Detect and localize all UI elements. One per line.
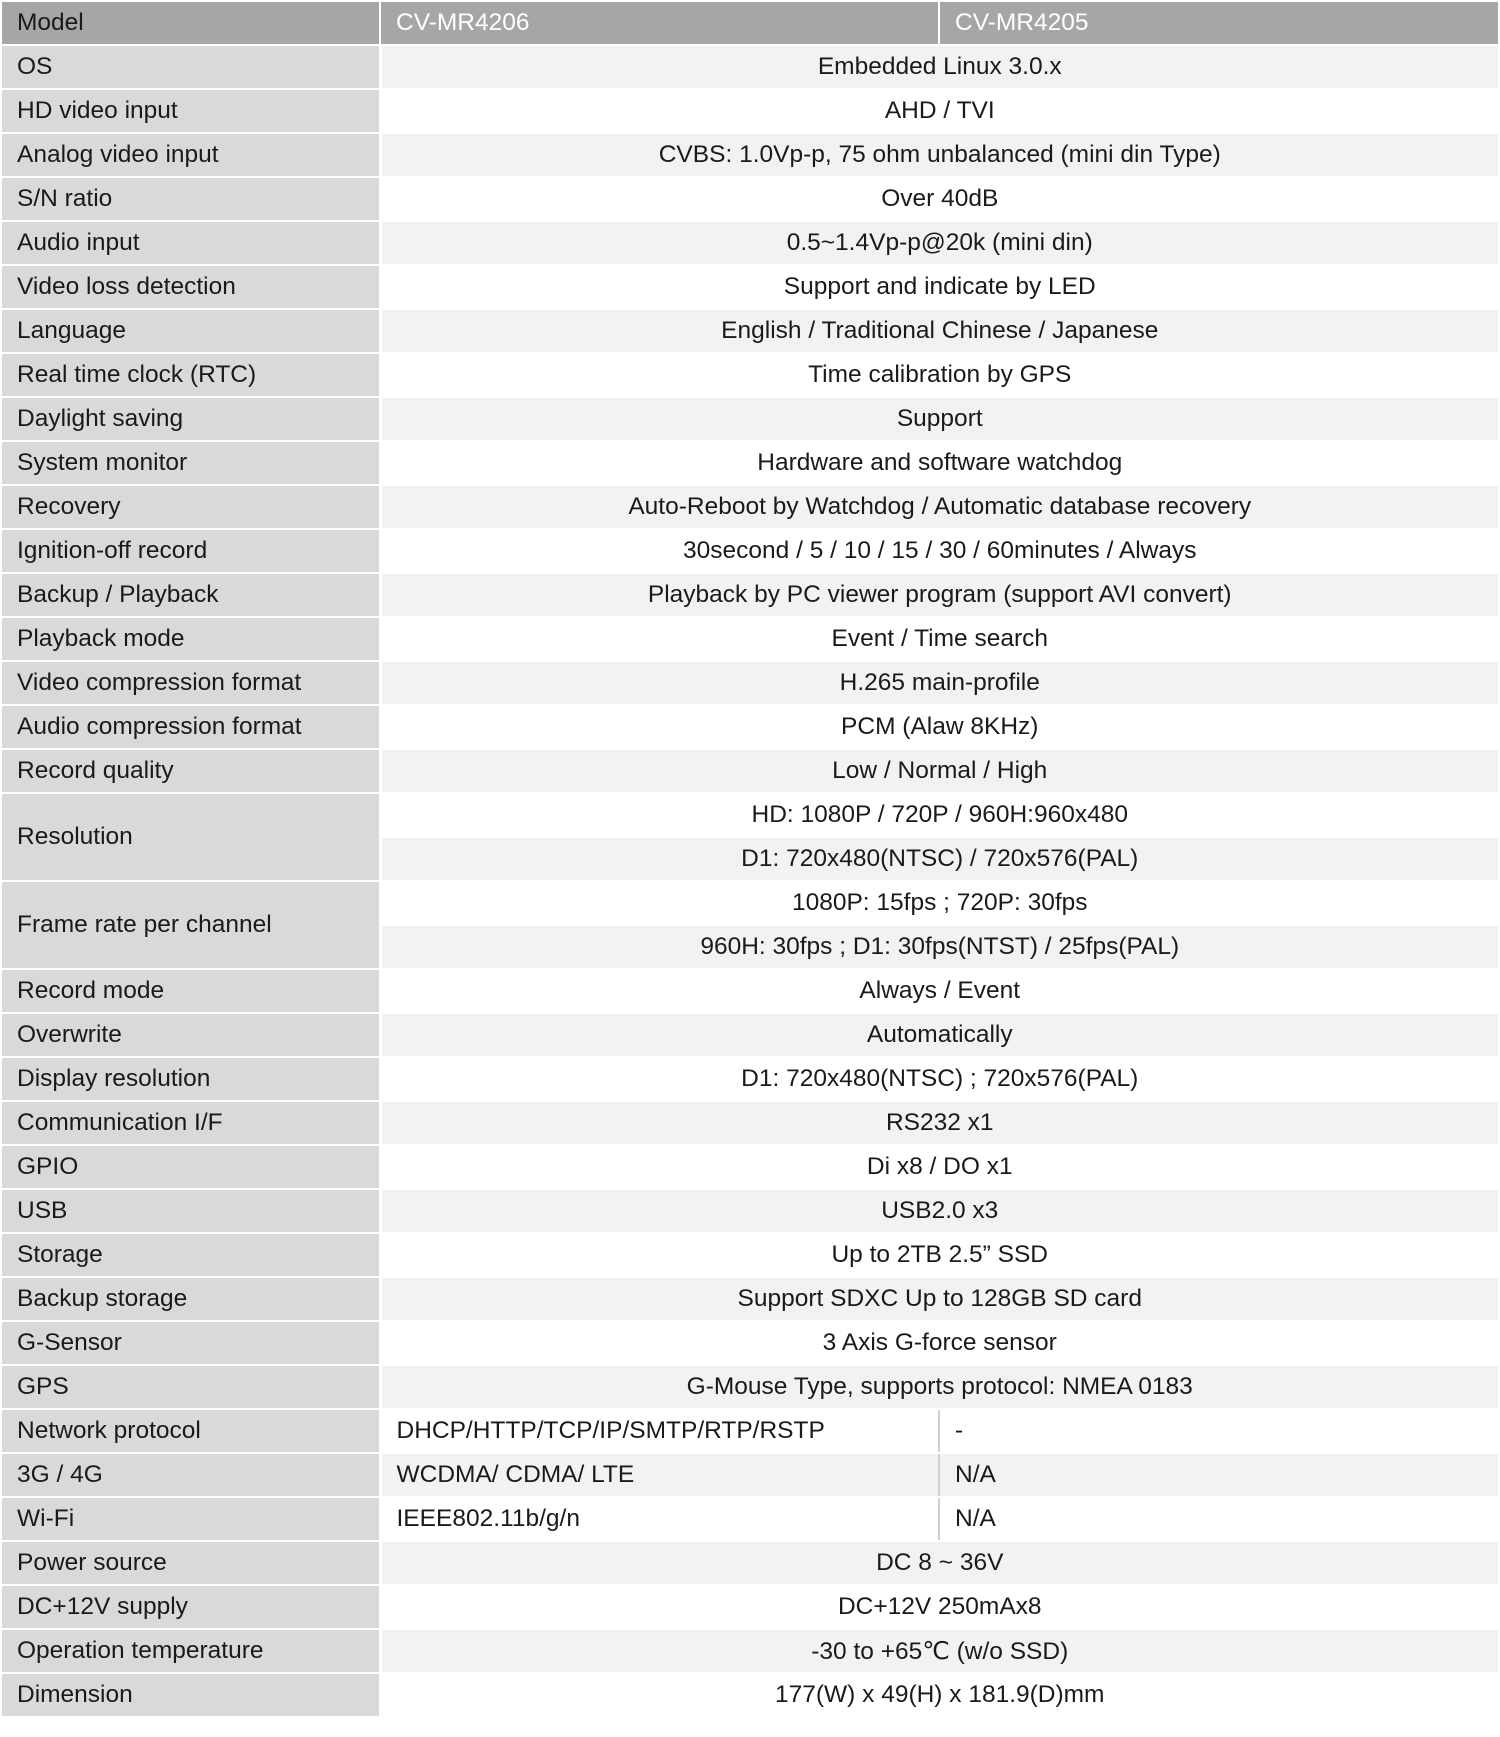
row-label: Backup storage (2, 1277, 380, 1321)
row-label: Operation temperature (2, 1629, 380, 1673)
row-value: CVBS: 1.0Vp-p, 75 ohm unbalanced (mini din Type) (380, 133, 1498, 177)
table-row (2, 661, 1498, 705)
row-value: Auto-Reboot by Watchdog / Automatic database recovery (380, 485, 1498, 529)
table-row (2, 1409, 1498, 1453)
row-label: System monitor (2, 441, 380, 485)
row-label: GPS (2, 1365, 380, 1409)
table-row (2, 573, 1498, 617)
row-value: Support and indicate by LED (380, 265, 1498, 309)
row-label: Backup / Playback (2, 573, 380, 617)
table-row (2, 265, 1498, 309)
table-row (2, 89, 1498, 133)
table-row (2, 1585, 1498, 1629)
header-model-b: CV-MR4205 (939, 2, 1498, 45)
row-value: PCM (Alaw 8KHz) (380, 705, 1498, 749)
table-row (2, 485, 1498, 529)
row-label: Communication I/F (2, 1101, 380, 1145)
row-value-model-a: IEEE802.11b/g/n (380, 1497, 939, 1541)
row-label: Ignition-off record (2, 529, 380, 573)
row-label: 3G / 4G (2, 1453, 380, 1497)
header-model-a: CV-MR4206 (380, 2, 939, 45)
table-row (2, 1013, 1498, 1057)
row-label: USB (2, 1189, 380, 1233)
table-row (2, 1541, 1498, 1585)
row-label: S/N ratio (2, 177, 380, 221)
table-row (2, 749, 1498, 793)
row-label: Playback mode (2, 617, 380, 661)
row-label: Video compression format (2, 661, 380, 705)
row-value: Support SDXC Up to 128GB SD card (380, 1277, 1498, 1321)
table-row (2, 221, 1498, 265)
row-value-model-b: - (939, 1409, 1498, 1453)
table-row (2, 1277, 1498, 1321)
row-value: DC+12V 250mAx8 (380, 1585, 1498, 1629)
table-row (2, 1321, 1498, 1365)
row-label: Daylight saving (2, 397, 380, 441)
row-value: D1: 720x480(NTSC) / 720x576(PAL) (380, 837, 1498, 881)
row-value: D1: 720x480(NTSC) ; 720x576(PAL) (380, 1057, 1498, 1101)
row-label: Power source (2, 1541, 380, 1585)
table-row (2, 1629, 1498, 1673)
table-row (2, 1365, 1498, 1409)
row-label: Record quality (2, 749, 380, 793)
table-row (2, 705, 1498, 749)
row-label: Real time clock (RTC) (2, 353, 380, 397)
row-value: RS232 x1 (380, 1101, 1498, 1145)
row-label: Language (2, 309, 380, 353)
row-value: HD: 1080P / 720P / 960H:960x480 (380, 793, 1498, 837)
row-value: Over 40dB (380, 177, 1498, 221)
row-label: Storage (2, 1233, 380, 1277)
table-row (2, 969, 1498, 1013)
row-value: 0.5~1.4Vp-p@20k (mini din) (380, 221, 1498, 265)
table-body (2, 45, 1498, 1717)
row-label: Recovery (2, 485, 380, 529)
row-value: 3 Axis G-force sensor (380, 1321, 1498, 1365)
row-label: Analog video input (2, 133, 380, 177)
table-row (2, 881, 1498, 925)
table-row (2, 45, 1498, 89)
table-header (2, 2, 1498, 45)
row-value: Support (380, 397, 1498, 441)
row-value: Always / Event (380, 969, 1498, 1013)
table-row (2, 1057, 1498, 1101)
row-value: USB2.0 x3 (380, 1189, 1498, 1233)
table-row (2, 353, 1498, 397)
row-value: Time calibration by GPS (380, 353, 1498, 397)
table-row (2, 441, 1498, 485)
row-label: Record mode (2, 969, 380, 1013)
table-row (2, 529, 1498, 573)
row-value: -30 to +65℃ (w/o SSD) (380, 1629, 1498, 1673)
row-label: Dimension (2, 1673, 380, 1717)
row-value: Low / Normal / High (380, 749, 1498, 793)
table-row (2, 1189, 1498, 1233)
table-row (2, 1453, 1498, 1497)
table-row (2, 397, 1498, 441)
table-row (2, 133, 1498, 177)
table-row (2, 1233, 1498, 1277)
row-value: Automatically (380, 1013, 1498, 1057)
row-label: Network protocol (2, 1409, 380, 1453)
row-label: Display resolution (2, 1057, 380, 1101)
row-value-model-a: DHCP/HTTP/TCP/IP/SMTP/RTP/RSTP (380, 1409, 939, 1453)
table-row (2, 793, 1498, 837)
table-row (2, 177, 1498, 221)
row-value: DC 8 ~ 36V (380, 1541, 1498, 1585)
row-value: Di x8 / DO x1 (380, 1145, 1498, 1189)
table-row (2, 617, 1498, 661)
row-value: 177(W) x 49(H) x 181.9(D)mm (380, 1673, 1498, 1717)
row-label: Audio input (2, 221, 380, 265)
row-value-model-b: N/A (939, 1453, 1498, 1497)
header-model-label: Model (2, 2, 380, 45)
row-value: 1080P: 15fps ; 720P: 30fps (380, 881, 1498, 925)
row-value: Playback by PC viewer program (support AVI convert) (380, 573, 1498, 617)
table-row (2, 1497, 1498, 1541)
row-label: Audio compression format (2, 705, 380, 749)
row-value: Hardware and software watchdog (380, 441, 1498, 485)
row-label: G-Sensor (2, 1321, 380, 1365)
row-label: Wi-Fi (2, 1497, 380, 1541)
row-value: 30second / 5 / 10 / 15 / 30 / 60minutes / Always (380, 529, 1498, 573)
row-value: Event / Time search (380, 617, 1498, 661)
row-label: Video loss detection (2, 265, 380, 309)
row-label: DC+12V supply (2, 1585, 380, 1629)
row-label: GPIO (2, 1145, 380, 1189)
row-value: Up to 2TB 2.5” SSD (380, 1233, 1498, 1277)
row-label: Frame rate per channel (2, 881, 380, 969)
row-value: AHD / TVI (380, 89, 1498, 133)
table-row (2, 1673, 1498, 1717)
row-value: G-Mouse Type, supports protocol: NMEA 0183 (380, 1365, 1498, 1409)
row-value: H.265 main-profile (380, 661, 1498, 705)
row-value: 960H: 30fps ; D1: 30fps(NTST) / 25fps(PAL) (380, 925, 1498, 969)
row-value: Embedded Linux 3.0.x (380, 45, 1498, 89)
spec-table (2, 2, 1498, 1718)
table-row (2, 309, 1498, 353)
row-label: Resolution (2, 793, 380, 881)
row-value: English / Traditional Chinese / Japanese (380, 309, 1498, 353)
row-label: Overwrite (2, 1013, 380, 1057)
table-row (2, 1145, 1498, 1189)
row-value-model-b: N/A (939, 1497, 1498, 1541)
row-label: HD video input (2, 89, 380, 133)
row-value-model-a: WCDMA/ CDMA/ LTE (380, 1453, 939, 1497)
row-label: OS (2, 45, 380, 89)
table-row (2, 1101, 1498, 1145)
